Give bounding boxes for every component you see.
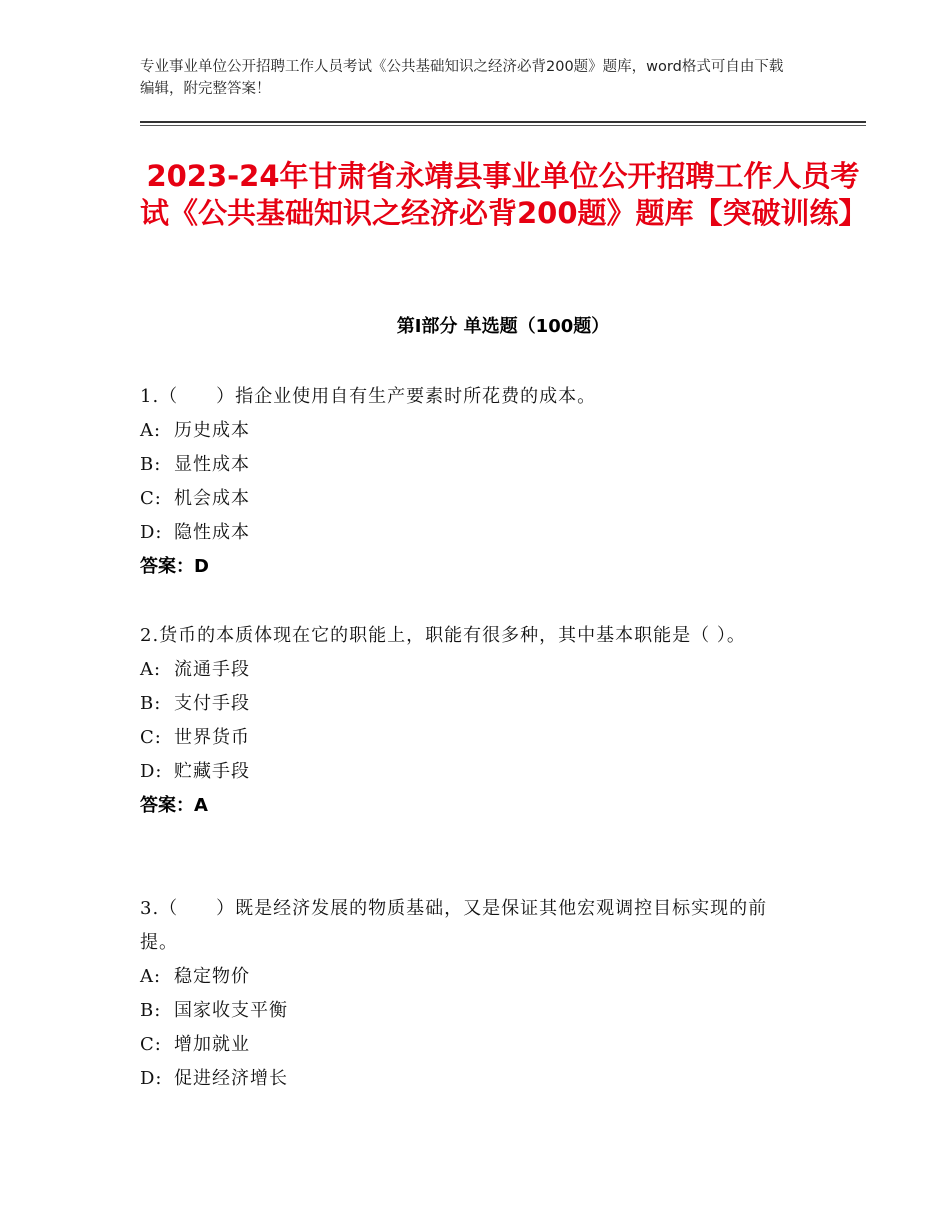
option-key: D: xyxy=(140,1068,163,1089)
option-key: B: xyxy=(140,1000,162,1021)
option-b xyxy=(140,994,800,1028)
question-3 xyxy=(140,892,800,1096)
answer: 答案：A xyxy=(140,795,208,816)
question-stem: 2.货币的本质体现在它的职能上，职能有很多种，其中基本职能是（ ）。 xyxy=(140,625,746,646)
option-b xyxy=(140,687,800,721)
question-stem: 3.（ ）既是经济发展的物质基础，又是保证其他宏观调控目标实现的前提。 xyxy=(140,898,768,953)
option-key: C: xyxy=(140,488,162,509)
option-a xyxy=(140,653,800,687)
option-text: 流通手段 xyxy=(174,659,250,680)
option-key: A: xyxy=(140,659,162,680)
option-d xyxy=(140,755,800,789)
section-heading: 第Ⅰ部分 单选题（100题） xyxy=(396,316,610,337)
option-key: D: xyxy=(140,761,163,782)
option-text: 增加就业 xyxy=(174,1034,250,1055)
option-a xyxy=(140,414,800,448)
option-key: C: xyxy=(140,727,162,748)
option-b xyxy=(140,448,800,482)
option-key: B: xyxy=(140,454,162,475)
option-text: 世界货币 xyxy=(174,727,250,748)
option-text: 显性成本 xyxy=(174,454,250,475)
option-c xyxy=(140,1028,800,1062)
option-key: D: xyxy=(140,522,163,543)
option-c xyxy=(140,721,800,755)
option-text: 支付手段 xyxy=(174,693,250,714)
answer: 答案：D xyxy=(140,556,209,577)
option-d xyxy=(140,1062,800,1096)
option-key: A: xyxy=(140,966,162,987)
question-1 xyxy=(140,380,800,584)
option-text: 隐性成本 xyxy=(174,522,250,543)
option-text: 贮藏手段 xyxy=(174,761,250,782)
option-key: C: xyxy=(140,1034,162,1055)
option-text: 国家收支平衡 xyxy=(174,1000,288,1021)
option-c xyxy=(140,482,800,516)
question-2 xyxy=(140,619,800,823)
document-title: 2023-24年甘肃省永靖县事业单位公开招聘工作人员考试《公共基础知识之经济必背200题》题库【突破训练】 xyxy=(140,159,868,230)
option-text: 促进经济增长 xyxy=(174,1068,288,1089)
option-d xyxy=(140,516,800,550)
option-text: 稳定物价 xyxy=(174,966,250,987)
option-key: A: xyxy=(140,420,162,441)
header-rule-thin xyxy=(140,125,866,126)
option-text: 历史成本 xyxy=(174,420,250,441)
option-a xyxy=(140,960,800,994)
header-rule xyxy=(140,121,866,123)
option-text: 机会成本 xyxy=(174,488,250,509)
option-key: B: xyxy=(140,693,162,714)
question-stem: 1.（ ）指企业使用自有生产要素时所花费的成本。 xyxy=(140,386,597,407)
header-note: 专业事业单位公开招聘工作人员考试《公共基础知识之经济必背200题》题库，word格式可自由下载编辑，附完整答案！ xyxy=(140,59,784,97)
